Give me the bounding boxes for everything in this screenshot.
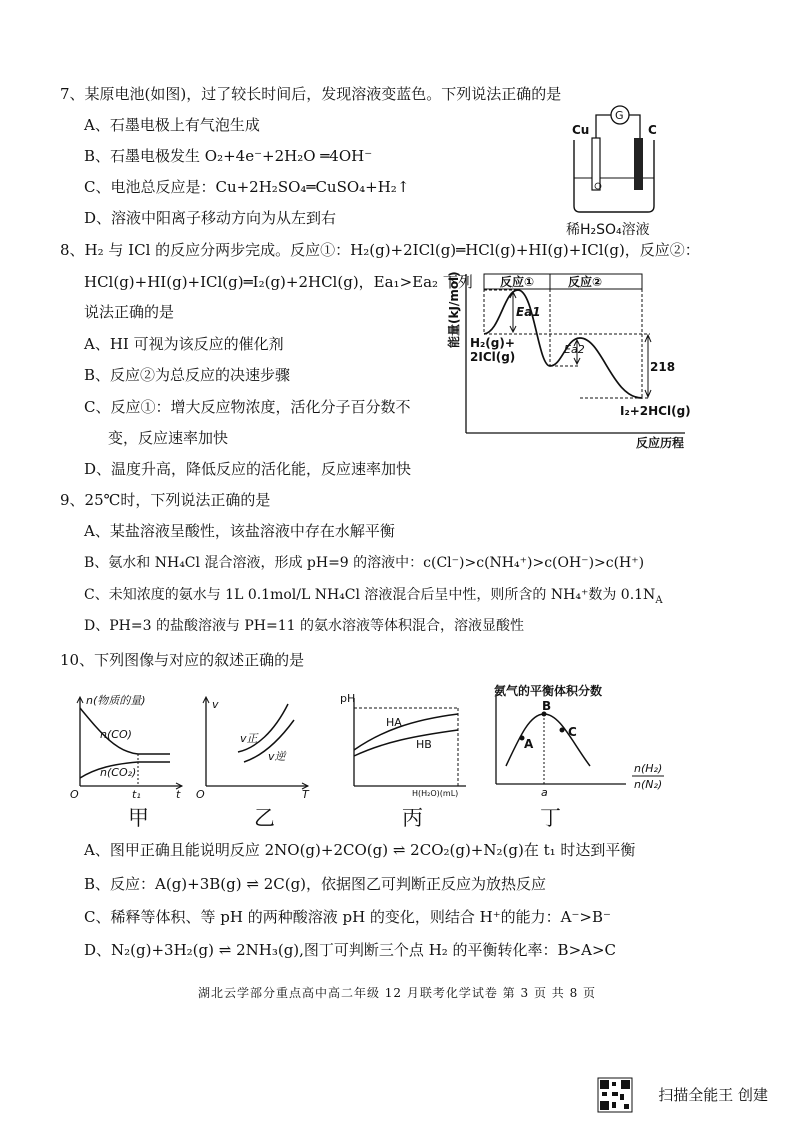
q7-option-a: A、石墨电极上有气泡生成 — [84, 116, 260, 134]
q7-option-d: D、溶液中阳离子移动方向为从左到右 — [84, 209, 337, 227]
q8-option-b: B、反应②为总反应的决速步骤 — [84, 366, 291, 384]
graphite-electrode — [634, 138, 643, 190]
c-label: C — [648, 123, 657, 137]
yi-origin: O — [196, 788, 205, 801]
q9-stem: 9、25℃时，下列说法正确的是 — [60, 491, 271, 509]
bing-y-label: pH — [340, 692, 356, 705]
ding-y-label: 氨气的平衡体积分数 — [494, 684, 603, 698]
x-axis-label: 反应历程 — [636, 436, 685, 450]
delta-h-label: 218 — [650, 360, 676, 374]
q7-option-b: B、石墨电极发生 O₂+4e⁻+2H₂O ═4OH⁻ — [84, 147, 373, 165]
q7-option-c: C、电池总反应是：Cu+2H₂SO₄═CuSO₄+H₂↑ — [84, 178, 410, 196]
q8-energy-diagram — [440, 268, 710, 450]
v-ni-label: v逆 — [268, 750, 286, 763]
jia-t1: t₁ — [132, 788, 141, 801]
solution-label: 稀H₂SO₄溶液 — [566, 222, 650, 238]
yi-y-label: v — [212, 698, 219, 711]
co-label: n(CO) — [100, 728, 132, 741]
q10-option-c: C、稀释等体积、等 pH 的两种酸溶液 pH 的变化，则结合 H⁺的能力：A⁻>B⁻ — [84, 908, 611, 926]
yi-t: T — [302, 788, 309, 801]
ding-x-num: n(H₂) — [634, 762, 663, 775]
cu-electrode — [592, 138, 600, 190]
point-c-label: C — [568, 725, 577, 739]
q10-option-d: D、N₂(g)+3H₂(g) ⇌ 2NH₃(g),图丁可判断三个点 H₂ 的平衡转化率：B>A>C — [84, 941, 617, 959]
q10-graph-yi — [196, 690, 321, 802]
galvanometer-label: G — [615, 109, 624, 122]
q8-option-d: D、温度升高，降低反应的活化能，反应速率加快 — [84, 460, 412, 478]
caption-jia: 甲 — [128, 806, 149, 830]
page-footer: 湖北云学部分重点高中高二年级 12 月联考化学试卷 第 3 页 共 8 页 — [197, 986, 597, 1000]
bing-x-label: H(H₂O)(mL) — [412, 789, 459, 798]
q9-option-c-text: C、未知浓度的氨水与 1L 0.1mol/L NH₄Cl 溶液混合后呈中性，则所含的 NH₄⁺数为 0.1N — [84, 587, 656, 603]
caption-bing: 丙 — [402, 806, 423, 830]
q7-stem: 7、某原电池(如图)，过了较长时间后，发现溶液变蓝色。下列说法正确的是 — [60, 85, 562, 103]
jia-origin: O — [70, 788, 79, 801]
q10-graph-bing — [340, 690, 480, 802]
q8-stem-3: 说法正确的是 — [84, 303, 175, 321]
q9-option-d: D、PH=3 的盐酸溶液与 PH=11 的氨水溶液等体积混合，溶液显酸性 — [84, 618, 525, 634]
caption-ding: 丁 — [540, 806, 561, 830]
q10-option-a: A、图甲正确且能说明反应 2NO(g)+2CO(g) ⇌ 2CO₂(g)+N₂(g)在 t₁ 时达到平衡 — [84, 841, 636, 859]
q8-option-a: A、HI 可视为该反应的催化剂 — [84, 335, 284, 353]
jia-y-label: n(物质的量) — [86, 694, 146, 707]
ea1-label: Ea1 — [516, 305, 541, 319]
ding-a-tick: a — [541, 786, 548, 799]
ea2-label: Ea2 — [564, 343, 585, 356]
jia-t: t — [176, 788, 181, 801]
qr-code-icon — [598, 1078, 632, 1112]
q8-option-c: C、反应①：增大反应物浓度，活化分子百分数不 — [84, 398, 411, 416]
v-zheng-label: v正 — [240, 732, 258, 745]
q9-option-c — [84, 585, 663, 611]
q8-option-c-cont: 变，反应速率加快 — [108, 429, 229, 447]
step2-label: 反应② — [568, 275, 603, 289]
hb-label: HB — [416, 738, 432, 751]
y-axis-label: 能量(kJ/mol) — [447, 271, 461, 348]
reactant-label-1: H₂(g)+ — [470, 336, 515, 350]
caption-yi: 乙 — [254, 806, 275, 830]
ding-x-den: n(N₂) — [634, 778, 663, 791]
point-b-label: B — [542, 699, 552, 713]
q10-option-b: B、反应：A(g)+3B(g) ⇌ 2C(g)，依据图乙可判断正反应为放热反应 — [84, 875, 547, 893]
q8-stem: 8、H₂ 与 ICl 的反应分两步完成。反应①：H₂(g)+2ICl(g)═HCl(g)+HI(g)+ICl(g)，反应②： — [60, 241, 700, 259]
scanner-watermark: 扫描全能王 创建 — [658, 1086, 768, 1104]
step1-label: 反应① — [500, 275, 535, 289]
q9-option-a: A、某盐溶液呈酸性，该盐溶液中存在水解平衡 — [84, 522, 395, 540]
q8-stem-2: HCl(g)+HI(g)+ICl(g)═I₂(g)+2HCl(g)，Ea₁>Ea₂ 下列 — [84, 273, 473, 291]
point-a-label: A — [524, 737, 534, 751]
product-label: I₂+2HCl(g) — [620, 404, 691, 418]
q7-cell-figure — [560, 100, 700, 240]
q10-graph-jia — [70, 690, 195, 802]
q10-stem: 10、下列图像与对应的叙述正确的是 — [60, 651, 305, 669]
ha-label: HA — [386, 716, 402, 729]
q10-graph-ding — [486, 684, 666, 802]
reactant-label-2: 2ICl(g) — [470, 350, 516, 364]
q9-option-b: B、氨水和 NH₄Cl 混合溶液，形成 pH=9 的溶液中：c(Cl⁻)>c(NH₄⁺)>c(OH⁻)>c(H⁺) — [84, 555, 645, 571]
co2-label: n(CO₂) — [100, 766, 137, 779]
q9-option-c-sub: A — [655, 594, 663, 606]
cu-label: Cu — [572, 123, 590, 137]
